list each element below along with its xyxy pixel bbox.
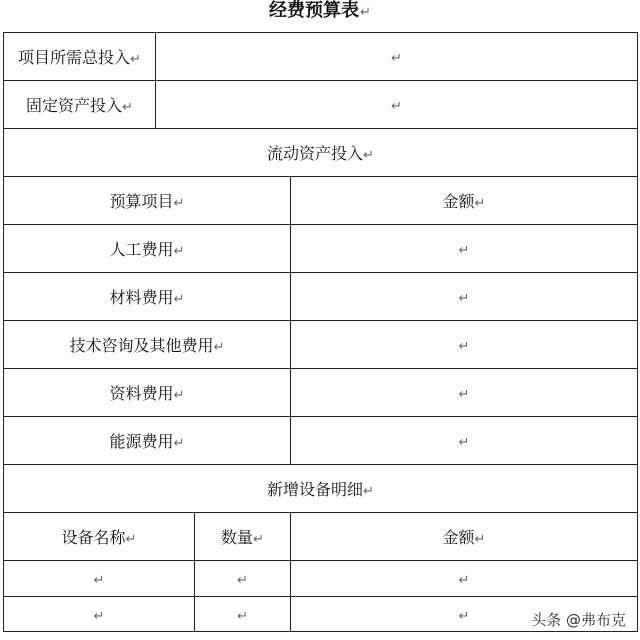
paragraph-mark: ↵ (237, 573, 248, 588)
paragraph-mark: ↵ (458, 243, 470, 258)
data-cost-amount-cell[interactable] (291, 369, 638, 417)
table-row (4, 81, 638, 129)
consulting-cost-amount-cell[interactable] (291, 321, 638, 369)
paragraph-mark: ↵ (125, 532, 137, 547)
cell-label: 数量 (221, 528, 254, 547)
budget-table (3, 32, 638, 632)
labor-cost-amount-cell[interactable] (291, 225, 638, 273)
paragraph-mark: ↵ (237, 608, 248, 624)
quantity-header-cell (195, 513, 291, 561)
table-row (4, 225, 638, 273)
cell-label: 金额 (442, 192, 475, 211)
table-row (4, 129, 638, 177)
table-row (4, 417, 638, 465)
table-row (4, 369, 638, 417)
paragraph-mark: ↵ (458, 573, 470, 588)
paragraph-mark: ↵ (474, 532, 486, 547)
cell-label: 资料费用 (109, 384, 174, 403)
table-row (4, 561, 638, 597)
table-row (4, 465, 638, 513)
new-equipment-section-header (4, 465, 638, 513)
paragraph-mark: ↵ (458, 435, 470, 450)
cell-label: 新增设备明细 (267, 480, 364, 499)
paragraph-mark: ↵ (458, 608, 470, 624)
paragraph-mark: ↵ (130, 52, 141, 67)
cell-label: 流动资产投入 (267, 144, 364, 163)
table-row (4, 33, 638, 81)
cell-label: 预算项目 (109, 192, 174, 211)
paragraph-mark: ↵ (474, 196, 486, 211)
total-investment-label-cell (4, 33, 156, 81)
paragraph-mark: ↵ (391, 99, 402, 114)
cell-label: 能源费用 (109, 432, 174, 451)
fixed-assets-label-cell (4, 81, 156, 129)
paragraph-mark: ↵ (360, 5, 371, 20)
paragraph-mark: ↵ (93, 573, 105, 588)
table-row (4, 513, 638, 561)
paragraph-mark: ↵ (363, 484, 374, 499)
paragraph-mark: ↵ (458, 339, 470, 354)
cell-label: 设备名称 (61, 528, 126, 547)
paragraph-mark: ↵ (173, 292, 185, 307)
cell-label: 金额 (442, 528, 475, 547)
equipment-amount-header-cell (291, 513, 638, 561)
table-row (4, 273, 638, 321)
paragraph-mark: ↵ (213, 340, 225, 355)
energy-cost-label-cell (4, 417, 291, 465)
cell-label: 技术咨询及其他费用 (69, 336, 214, 355)
paragraph-mark: ↵ (122, 100, 133, 115)
cell-label: 项目所需总投入 (18, 48, 131, 67)
paragraph-mark: ↵ (391, 51, 402, 66)
fixed-assets-value-cell[interactable] (156, 81, 638, 129)
paragraph-mark: ↵ (363, 148, 374, 163)
paragraph-mark: ↵ (253, 532, 264, 547)
labor-cost-label-cell (4, 225, 291, 273)
table-row (4, 321, 638, 369)
cell-label: 固定资产投入 (26, 96, 123, 115)
data-cost-label-cell (4, 369, 291, 417)
cell-label: 人工费用 (109, 240, 174, 259)
budget-item-header-cell (4, 177, 291, 225)
equipment-quantity-cell[interactable] (195, 561, 291, 597)
page-title (0, 0, 640, 28)
total-investment-value-cell[interactable] (156, 33, 638, 81)
consulting-cost-label-cell (4, 321, 291, 369)
paragraph-mark: ↵ (173, 244, 185, 259)
equipment-quantity-cell[interactable] (195, 597, 291, 632)
paragraph-mark: ↵ (173, 196, 185, 211)
cell-label: 材料费用 (109, 288, 174, 307)
material-cost-amount-cell[interactable] (291, 273, 638, 321)
amount-header-cell (291, 177, 638, 225)
paragraph-mark: ↵ (173, 436, 185, 451)
paragraph-mark: ↵ (458, 291, 470, 306)
energy-cost-amount-cell[interactable] (291, 417, 638, 465)
paragraph-mark: ↵ (458, 387, 470, 402)
table-row (4, 177, 638, 225)
equipment-name-cell[interactable] (4, 561, 195, 597)
equipment-name-header-cell (4, 513, 195, 561)
watermark: 头条 @弗布克 (531, 611, 626, 629)
paragraph-mark: ↵ (93, 608, 105, 624)
current-assets-section-header (4, 129, 638, 177)
material-cost-label-cell (4, 273, 291, 321)
title-text: 经费预算表 (269, 0, 360, 21)
paragraph-mark: ↵ (173, 388, 185, 403)
equipment-amount-cell[interactable] (291, 561, 638, 597)
equipment-name-cell[interactable] (4, 597, 195, 632)
